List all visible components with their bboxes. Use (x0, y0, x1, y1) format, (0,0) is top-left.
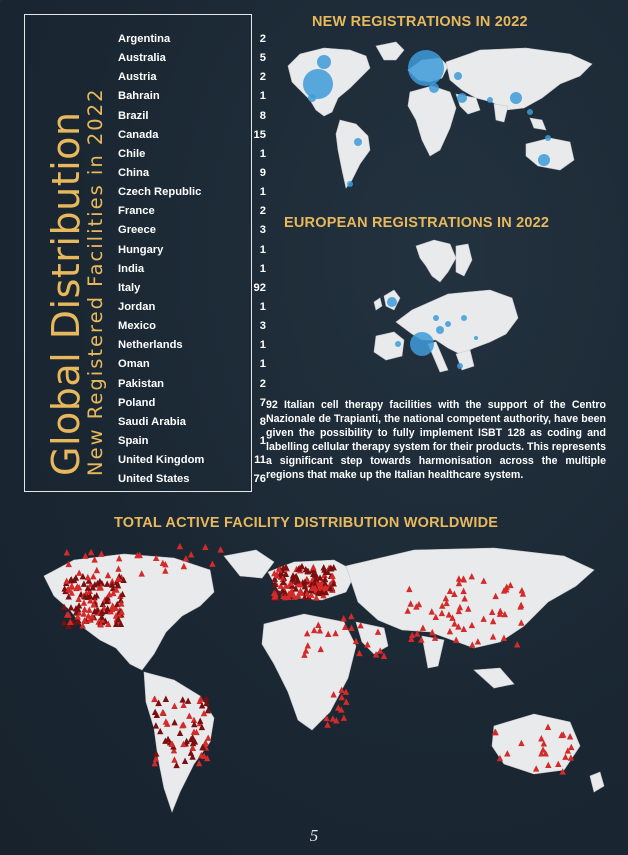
country-row (118, 375, 266, 394)
facility-marker (341, 714, 347, 720)
country-name: Pakistan (118, 377, 165, 390)
country-count: 3 (259, 320, 266, 333)
country-row (118, 317, 266, 336)
registration-bubble (545, 135, 551, 141)
registration-bubble (429, 83, 439, 93)
registration-bubble (487, 97, 493, 103)
registration-bubble (303, 69, 333, 99)
panel-subtitle: New Registered Facilities in 2022 (84, 87, 107, 476)
country-count: 5 (259, 52, 266, 65)
registration-bubble (510, 92, 522, 104)
country-count: 11 (254, 454, 266, 467)
registration-bubble (527, 109, 533, 115)
country-count: 2 (259, 33, 266, 45)
country-count: 1 (259, 147, 266, 160)
facility-marker (183, 555, 189, 561)
facility-marker (61, 619, 67, 625)
registration-bubble (457, 93, 467, 103)
country-row (118, 202, 266, 221)
country-name: China (118, 166, 150, 179)
country-count: 2 (259, 205, 266, 218)
country-name: Netherlands (118, 339, 183, 352)
country-count: 1 (259, 358, 266, 371)
page-number: 5 (309, 826, 319, 845)
country-name: Argentina (118, 33, 171, 45)
registration-bubble (408, 50, 444, 86)
european-registrations-heading: EUROPEAN REGISTRATIONS IN 2022 (284, 215, 550, 231)
country-name: Poland (118, 396, 156, 409)
country-count: 9 (259, 166, 266, 179)
country-row (118, 241, 266, 260)
country-row (118, 107, 266, 126)
country-name: Austria (118, 71, 157, 84)
facility-marker (209, 560, 215, 566)
country-row (118, 164, 266, 183)
registration-bubble (538, 154, 550, 166)
facility-marker (188, 551, 194, 557)
country-count: 1 (259, 186, 266, 199)
registration-bubble (454, 72, 462, 80)
country-name: Chile (118, 147, 146, 160)
country-name: United Kingdom (118, 454, 205, 467)
country-row (118, 394, 266, 413)
country-row (118, 451, 266, 470)
country-row (118, 413, 266, 432)
country-row (118, 432, 266, 451)
european-registrations-map (356, 236, 532, 388)
registration-bubble (317, 55, 331, 69)
europe-registration-bubble (436, 326, 444, 334)
country-name: United States (118, 473, 190, 486)
country-row (118, 298, 266, 317)
facility-marker (348, 625, 354, 631)
country-row (118, 221, 266, 240)
facility-marker (217, 546, 223, 552)
country-row (118, 30, 266, 49)
new-registrations-map (280, 38, 610, 198)
europe-registration-bubble (457, 363, 463, 369)
country-count: 92 (253, 281, 266, 294)
country-row (118, 49, 266, 68)
country-count: 15 (253, 128, 266, 141)
facility-marker (196, 760, 202, 766)
country-count: 7 (259, 396, 266, 409)
country-name: Hungary (118, 243, 164, 256)
country-row (118, 355, 266, 374)
europe-registration-bubble (474, 336, 478, 340)
country-name: Canada (118, 128, 159, 141)
panel-title: Global Distribution (44, 111, 88, 476)
europe-registration-bubble (461, 315, 467, 321)
total-facility-map (4, 536, 624, 818)
body-paragraph: 92 Italian cell therapy facilities with the support of the Centro Nazionale de Trapianti, the national competent authority, have been given the possibility to fully implement ISBT 128 as coding and labelling cellular therapy system for their products. This represents a significant step towards harmonisation across the multiple regions that make up the Italian healthcare system. (266, 399, 606, 481)
facility-marker (409, 632, 415, 638)
europe-landmass (374, 240, 518, 372)
country-count: 2 (259, 377, 266, 390)
facility-marker (177, 543, 183, 549)
country-count: 1 (259, 90, 266, 103)
country-name: Bahrain (118, 90, 160, 103)
facility-marker (202, 544, 208, 550)
country-count: 1 (259, 339, 266, 352)
facility-marker (356, 650, 362, 656)
country-row (118, 260, 266, 279)
country-row (118, 145, 266, 164)
facility-marker (330, 715, 336, 721)
country-row (118, 183, 266, 202)
country-row (118, 87, 266, 106)
country-count: 8 (259, 109, 266, 122)
country-name: Saudi Arabia (118, 415, 186, 428)
country-list (118, 30, 266, 489)
country-name: Mexico (118, 320, 156, 333)
vertical-title (46, 87, 106, 476)
registration-bubble (354, 138, 362, 146)
country-row (118, 126, 266, 145)
facility-marker (514, 641, 520, 647)
facility-marker (339, 694, 345, 700)
europe-registration-bubble (387, 297, 397, 307)
total-distribution-heading: TOTAL ACTIVE FACILITY DISTRIBUTION WORLDWIDE (114, 515, 499, 531)
facility-marker (324, 721, 330, 727)
country-name: France (118, 205, 155, 218)
europe-registration-bubble (433, 315, 439, 321)
country-name: Italy (118, 281, 141, 294)
country-name: Czech Republic (118, 186, 202, 199)
country-row (118, 68, 266, 87)
country-name: Spain (118, 434, 149, 447)
country-row (118, 470, 266, 489)
country-name: Greece (118, 224, 156, 237)
country-count: 1 (259, 300, 266, 313)
facility-marker (348, 613, 354, 619)
facility-marker (88, 549, 94, 555)
country-name: Australia (118, 52, 166, 65)
facility-marker (82, 553, 88, 559)
country-count: 8 (259, 415, 266, 428)
country-name: Oman (118, 358, 150, 371)
country-row (118, 336, 266, 355)
facility-marker (64, 549, 70, 555)
country-name: Jordan (118, 300, 156, 313)
facility-marker (98, 550, 104, 556)
country-count: 1 (259, 262, 266, 275)
facility-marker (340, 615, 346, 621)
new-registrations-heading: NEW REGISTRATIONS IN 2022 (312, 14, 528, 30)
europe-registration-bubble (395, 341, 401, 347)
registration-bubble (308, 94, 316, 102)
europe-registration-bubble (410, 332, 434, 356)
country-count: 2 (259, 71, 266, 84)
europe-registration-bubble (445, 321, 451, 327)
country-count: 1 (259, 434, 266, 447)
country-name: Brazil (118, 109, 149, 122)
country-count: 1 (259, 243, 266, 256)
country-count: 3 (259, 224, 266, 237)
registration-bubble (347, 181, 353, 187)
country-count: 76 (253, 473, 266, 486)
country-name: India (118, 262, 145, 275)
country-row (118, 279, 266, 298)
